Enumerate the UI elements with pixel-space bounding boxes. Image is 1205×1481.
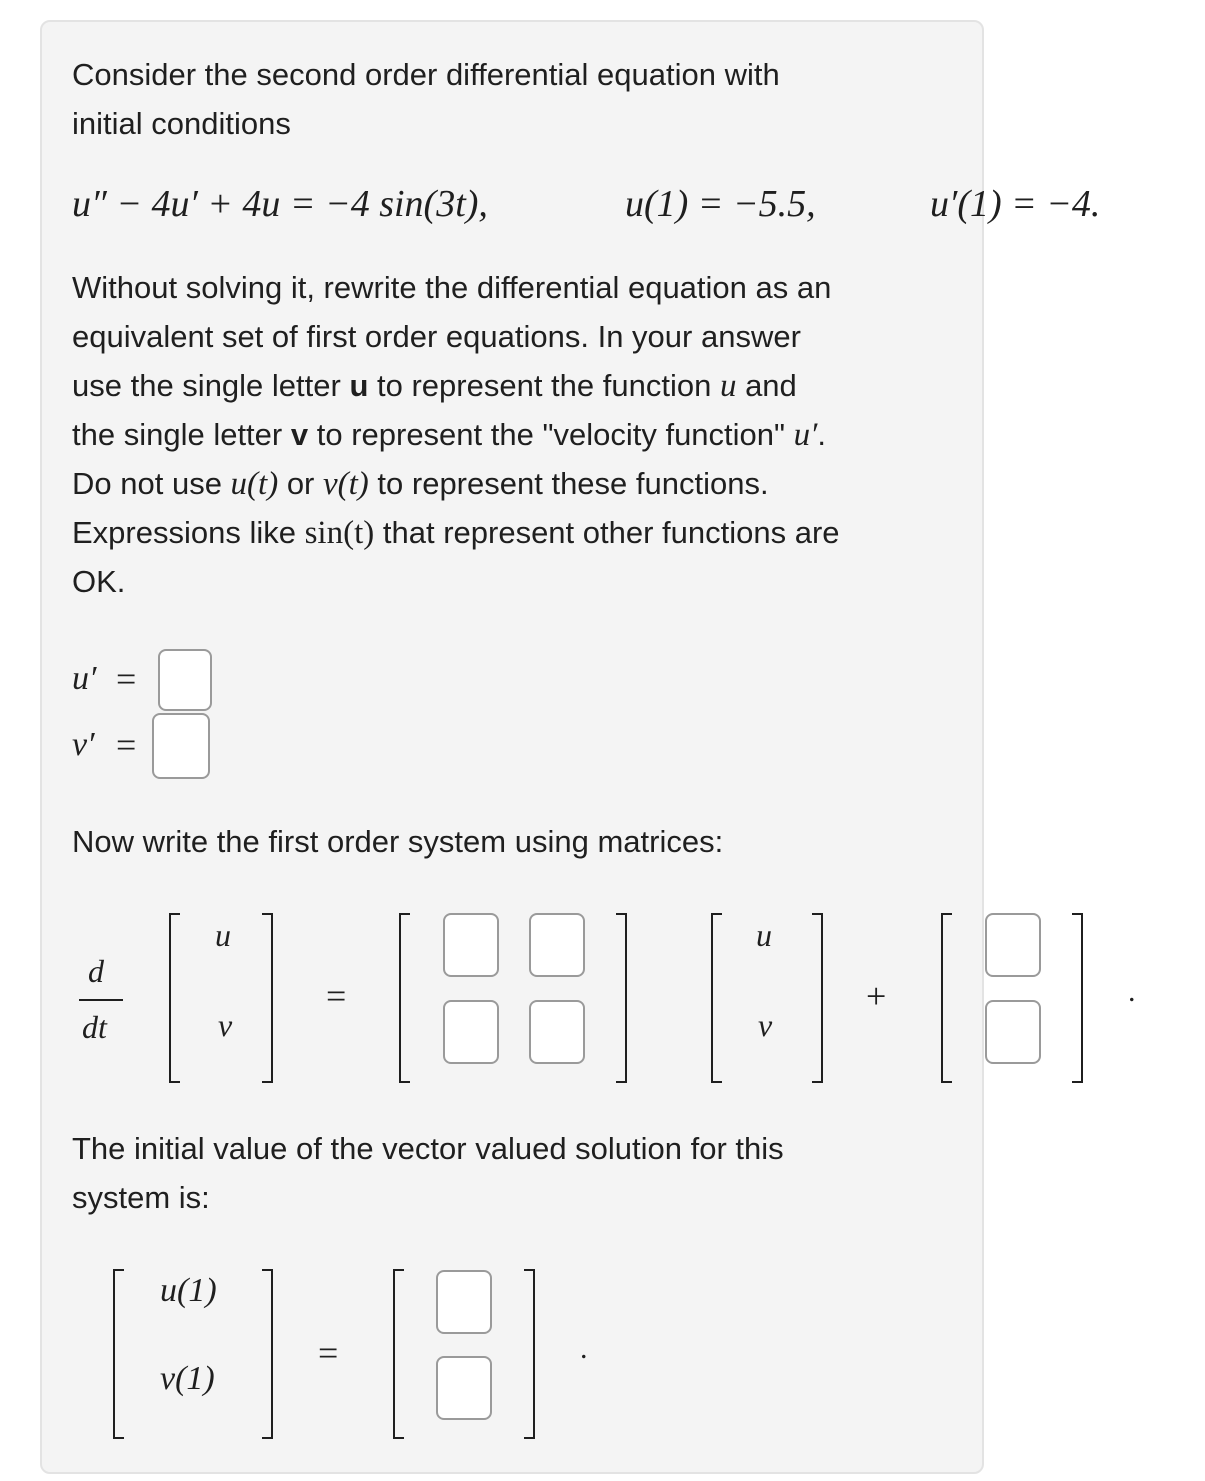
intro-line-1: Consider the second order differential equation with (72, 57, 780, 92)
matrix-equals: = (326, 976, 347, 1016)
initial-prompt-line-2: system is: (72, 1180, 210, 1215)
instruction-line-4: the single letter v to represent the "velocity function" u′. (72, 417, 826, 453)
dt-denominator: dt (82, 1009, 107, 1045)
u-prime-equals: = (116, 659, 137, 699)
initial-v1-input[interactable] (436, 1356, 492, 1420)
vector-u: u (215, 917, 231, 953)
u-prime-label: u′ (72, 660, 97, 697)
forcing-f1-input[interactable] (985, 913, 1041, 977)
v-prime-label: v′ (72, 726, 95, 763)
matrix-a11-input[interactable] (443, 913, 499, 977)
u-prime-input[interactable] (158, 649, 212, 711)
d-numerator: d (88, 953, 104, 989)
forcing-f2-input[interactable] (985, 1000, 1041, 1064)
instruction-line-1: Without solving it, rewrite the differential equation as an (72, 270, 832, 305)
instruction-line-5: Do not use u(t) or v(t) to represent these functions. (72, 466, 769, 502)
vector-2-v: v (758, 1007, 773, 1043)
initial-condition-u-prime: u′(1) = −4. (930, 183, 1101, 225)
matrix-period: . (1128, 975, 1136, 1008)
instruction-line-2: equivalent set of first order equations. In your answer (72, 319, 801, 354)
vector-2-u: u (756, 917, 772, 953)
instruction-line-6: Expressions like sin(t) that represent other functions are (72, 515, 840, 551)
matrix-a12-input[interactable] (529, 913, 585, 977)
matrix-plus: + (866, 976, 887, 1016)
coefficient-matrix-brackets (396, 912, 632, 1084)
intro-line-2: initial conditions (72, 106, 291, 141)
initial-u1-input[interactable] (436, 1270, 492, 1334)
initial-equals: = (318, 1333, 339, 1373)
initial-prompt-line-1: The initial value of the vector valued solution for this (72, 1131, 784, 1166)
v-prime-input[interactable] (152, 713, 210, 779)
initial-period: . (580, 1332, 588, 1365)
initial-u1: u(1) (160, 1272, 217, 1309)
instruction-line-7: OK. (72, 564, 126, 599)
initial-condition-u: u(1) = −5.5, (625, 183, 816, 225)
vector-v: v (218, 1007, 233, 1043)
matrix-a21-input[interactable] (443, 1000, 499, 1064)
matrix-a22-input[interactable] (529, 1000, 585, 1064)
ode-equation: u″ − 4u′ + 4u = −4 sin(3t), (72, 183, 488, 225)
instruction-line-3: use the single letter u to represent the function u and (72, 368, 797, 404)
v-prime-equals: = (116, 725, 137, 765)
matrix-prompt: Now write the first order system using matrices: (72, 824, 724, 859)
initial-v1: v(1) (160, 1360, 215, 1397)
fraction-bar (79, 999, 123, 1001)
